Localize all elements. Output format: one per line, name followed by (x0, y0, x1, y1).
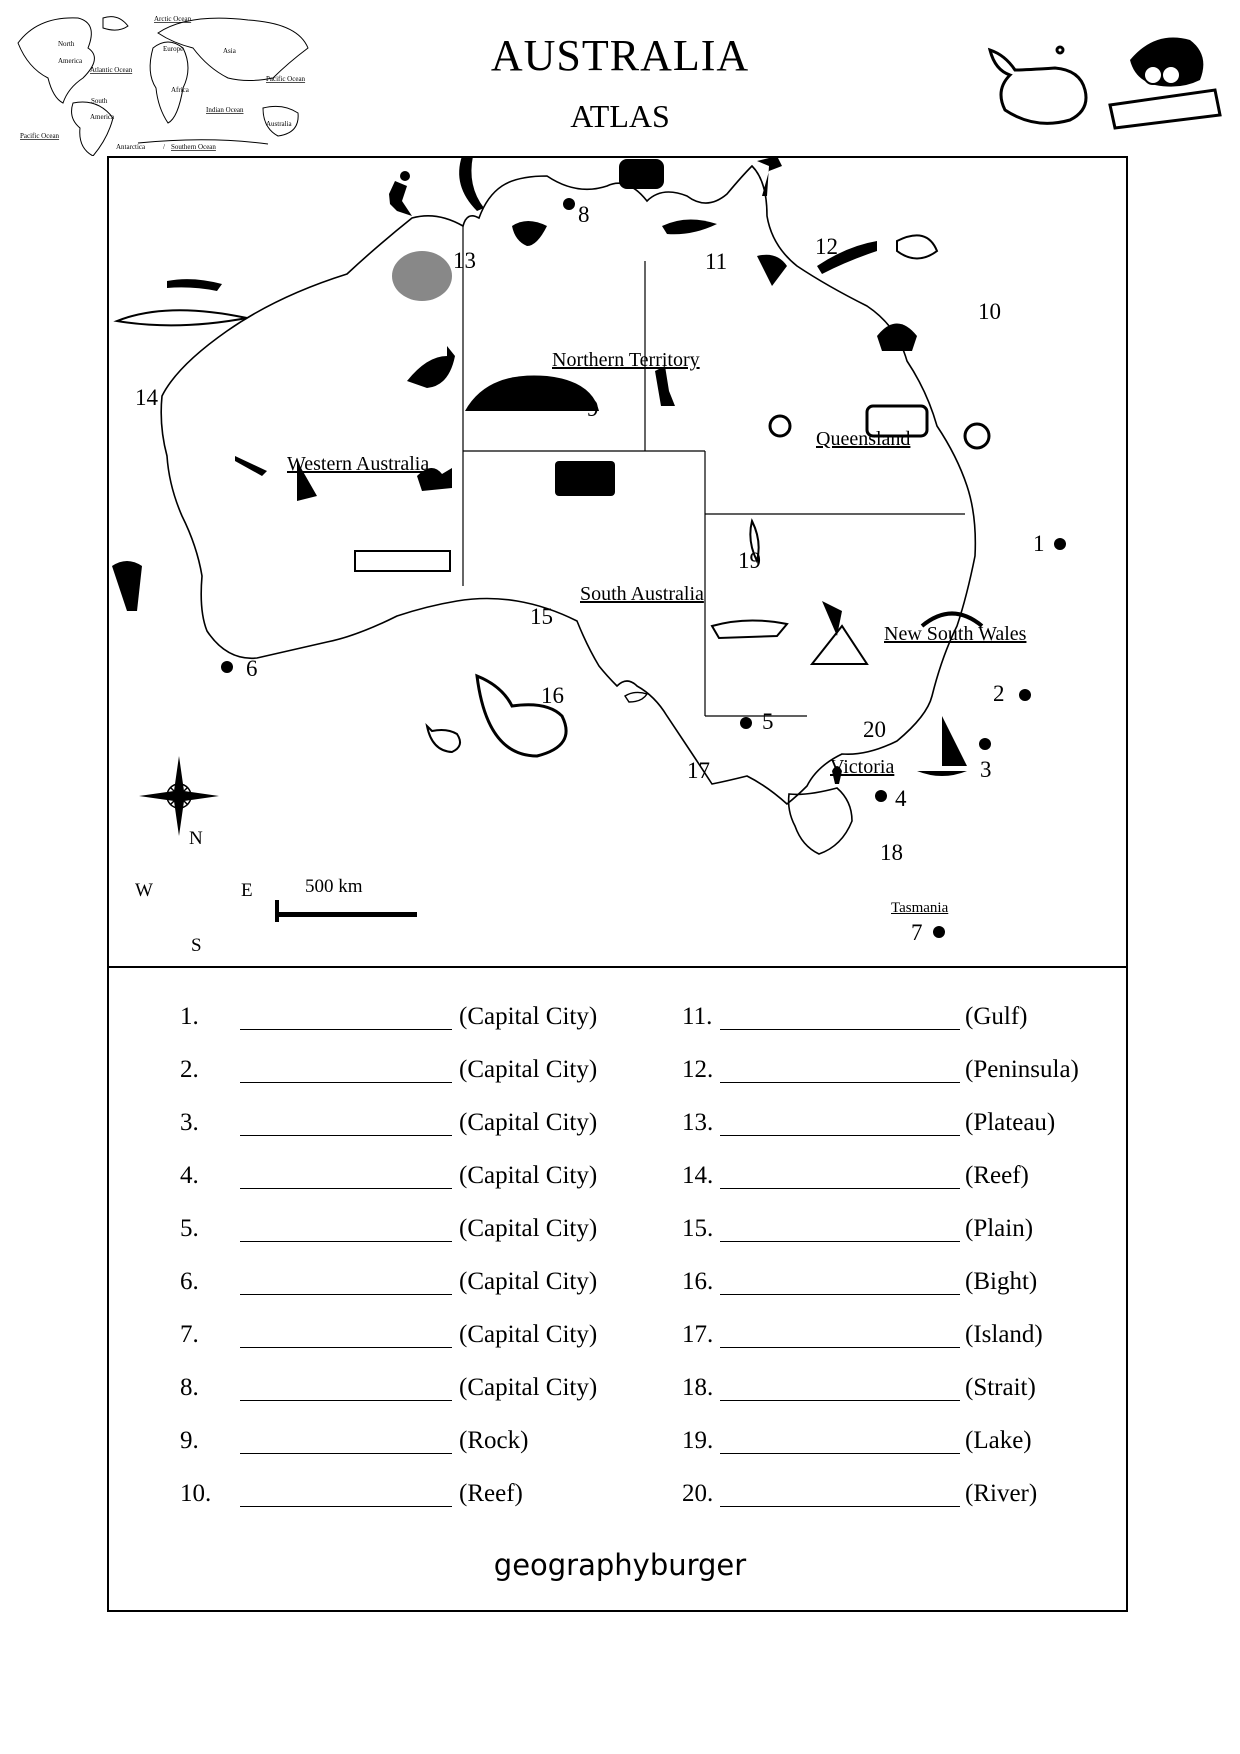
map-number-1: 1 (1033, 531, 1045, 556)
map-number-13: 13 (453, 248, 476, 273)
compass-west-label: W (135, 880, 153, 901)
header-decoration (985, 30, 1225, 130)
uluru-icon (465, 375, 599, 411)
page-title: AUSTRALIA (490, 31, 750, 80)
cassowary-icon (757, 255, 787, 286)
map-number-15: 15 (530, 604, 553, 629)
worksheet-row-hint: (Capital City) (459, 1268, 598, 1295)
map-number-8: 8 (578, 202, 590, 227)
state-label-northern-territory: Northern Territory (552, 349, 700, 371)
map-dot-6 (221, 661, 233, 673)
worksheet-row-hint: (Plain) (965, 1215, 1034, 1242)
map-number-2: 2 (993, 681, 1005, 706)
world-label-antarctica: Antarctica (116, 143, 146, 151)
worksheet-row-number: 13. (682, 1109, 714, 1136)
answer-blank-line[interactable] (720, 1082, 960, 1083)
state-label-south-australia: South Australia (580, 583, 704, 605)
answer-blank-line[interactable] (240, 1082, 452, 1083)
answer-blank-line[interactable] (720, 1294, 960, 1295)
world-label-slash: / (163, 143, 165, 151)
answer-blank-line[interactable] (240, 1241, 452, 1242)
worksheet-row-hint: (Capital City) (459, 1162, 598, 1189)
worksheet-row-number: 12. (682, 1056, 714, 1083)
answer-blank-line[interactable] (240, 1135, 452, 1136)
map-number-7: 7 (911, 920, 923, 945)
paddle-steamer-icon (712, 620, 787, 638)
map-number-12: 12 (815, 234, 838, 259)
worksheet-row-number: 14. (682, 1162, 714, 1189)
map-dot-2 (1019, 689, 1031, 701)
reading-person-icon (1110, 38, 1220, 129)
map-number-18: 18 (880, 840, 903, 865)
worksheet-row-number: 18. (682, 1374, 714, 1401)
map-dot-4 (875, 790, 887, 802)
worksheet-row-hint: (Gulf) (965, 1003, 1028, 1030)
worksheet-row-hint: (Capital City) (459, 1321, 598, 1348)
beach-ball-person-icon (965, 424, 989, 448)
worksheet-row-hint: (Capital City) (459, 1215, 598, 1242)
world-label-pacific-east: Pacific Ocean (266, 75, 306, 83)
map-dot-7 (933, 926, 945, 938)
worksheet-row-number: 5. (180, 1215, 199, 1242)
state-label-new-south-wales: New South Wales (884, 623, 1027, 645)
state-label-tasmania: Tasmania (891, 900, 949, 916)
world-label-africa: Africa (171, 86, 189, 94)
map-number-11: 11 (705, 249, 728, 274)
worksheet-row-hint: (Capital City) (459, 1109, 598, 1136)
worksheet-row-hint: (Bight) (965, 1268, 1038, 1295)
worksheet-row-hint: (Plateau) (965, 1109, 1056, 1136)
road-train-icon (355, 551, 450, 571)
worksheet-row-number: 10. (180, 1480, 212, 1507)
mountains-icon (812, 626, 867, 664)
map-dot-1 (1054, 538, 1066, 550)
answer-blank-line[interactable] (720, 1188, 960, 1189)
aboriginal-hunter-icon (389, 171, 412, 216)
map-number-20: 20 (863, 717, 886, 742)
state-label-queensland: Queensland (816, 428, 911, 450)
worksheet-row-hint: (Capital City) (459, 1056, 598, 1083)
answer-blank-line[interactable] (240, 1400, 452, 1401)
map-number-5: 5 (762, 709, 774, 734)
worksheet-row-number: 17. (682, 1321, 714, 1348)
world-label-asia: Asia (223, 47, 236, 55)
worksheet-row-number: 2. (180, 1056, 199, 1083)
brand-footer: geographyburger (493, 1548, 747, 1582)
kangaroo-island-outline (625, 692, 647, 702)
worksheet-row-number: 3. (180, 1109, 199, 1136)
answer-blank-line[interactable] (720, 1029, 960, 1030)
sun-icon (770, 416, 790, 436)
train-icon (555, 461, 615, 496)
answer-blank-line[interactable] (720, 1241, 960, 1242)
emu-icon (655, 366, 675, 406)
worksheet-row-number: 9. (180, 1427, 199, 1454)
world-label-north-america: North (58, 40, 75, 48)
aboriginal-person-icon (619, 159, 664, 189)
world-label-europe: Europe (163, 45, 184, 53)
worksheet-row-number: 16. (682, 1268, 714, 1295)
worksheet-row-number: 15. (682, 1215, 714, 1242)
whale-icon (990, 47, 1086, 123)
worksheet-row-number: 8. (180, 1374, 199, 1401)
worksheet-row-hint: (Island) (965, 1321, 1043, 1348)
world-label-arctic: Arctic Ocean (154, 15, 192, 23)
map-number-17: 17 (687, 758, 710, 783)
page-subtitle: ATLAS (570, 98, 670, 134)
worksheet-row-hint: (Capital City) (459, 1374, 598, 1401)
compass-north-label: N (189, 828, 203, 849)
map-number-19: 19 (738, 548, 761, 573)
answer-blank-line[interactable] (240, 1188, 452, 1189)
palm-tree-icon (757, 156, 782, 196)
scale-bar (277, 912, 417, 917)
answer-blank-line[interactable] (240, 1029, 452, 1030)
answer-blank-line[interactable] (720, 1347, 960, 1348)
map-number-3: 3 (980, 757, 992, 782)
small-whale-icon (427, 726, 460, 752)
sailboat-icon (917, 716, 967, 776)
world-label-southern: Southern Ocean (171, 143, 216, 151)
worksheet-row-number: 7. (180, 1321, 199, 1348)
state-label-western-australia: Western Australia (287, 453, 430, 475)
worksheet-row-number: 11. (682, 1003, 713, 1030)
map-dot-8 (563, 198, 575, 210)
crocodile-icon (662, 219, 717, 234)
buffalo-icon (512, 221, 547, 246)
worksheet-row-hint: (River) (965, 1480, 1038, 1507)
worksheet-row-hint: (Capital City) (459, 1003, 598, 1030)
map-number-9: 9 (587, 396, 599, 421)
worksheet-row-number: 20. (682, 1480, 714, 1507)
world-label-atlantic: Atlantic Ocean (90, 66, 133, 74)
diver-icon (167, 279, 222, 291)
state-label-victoria: Victoria (830, 756, 895, 778)
answer-blank-line[interactable] (720, 1506, 960, 1507)
map-number-14: 14 (135, 385, 158, 410)
palm-island-icon (877, 324, 917, 352)
world-label-australia: Australia (266, 120, 292, 128)
worksheet-row-hint: (Rock) (459, 1427, 529, 1454)
answer-blank-line[interactable] (240, 1506, 452, 1507)
world-label-south-america: South (91, 97, 108, 105)
answer-blank-line[interactable] (720, 1453, 960, 1454)
map-number-16: 16 (541, 683, 564, 708)
world-map-thumbnail (8, 8, 333, 156)
answer-blank-line[interactable] (240, 1347, 452, 1348)
scale-label: 500 km (305, 876, 363, 897)
worksheet-row-number: 1. (180, 1003, 199, 1030)
compass-east-label: E (241, 880, 253, 901)
worksheet-row-number: 6. (180, 1268, 199, 1295)
worksheet-row-hint: (Reef) (965, 1162, 1029, 1189)
boomerang-icon (459, 156, 484, 211)
compass-rose-icon (139, 756, 219, 836)
answer-blank-line[interactable] (720, 1135, 960, 1136)
scale-bar-tick (275, 900, 279, 922)
shark-icon (117, 310, 247, 325)
palm-trees-icon (112, 561, 142, 611)
kangaroo-icon (407, 346, 455, 388)
world-label-south-america-2: America (90, 113, 115, 121)
worksheet-row-number: 19. (682, 1427, 714, 1454)
map-number-4: 4 (895, 786, 907, 811)
map-number-10: 10 (978, 299, 1001, 324)
world-label-indian: Indian Ocean (206, 106, 244, 114)
worksheet-row-number: 4. (180, 1162, 199, 1189)
answer-blank-line[interactable] (240, 1453, 452, 1454)
answer-blank-line[interactable] (720, 1400, 960, 1401)
tropical-fish-icon (897, 235, 937, 258)
worksheet-row-hint: (Strait) (965, 1374, 1036, 1401)
map-dot-3 (979, 738, 991, 750)
map-dot-5 (740, 717, 752, 729)
worksheet-row-hint: (Lake) (965, 1427, 1032, 1454)
boab-tree-icon (392, 251, 452, 301)
world-label-north-america-2: America (58, 57, 83, 65)
tasmania-outline (789, 788, 852, 854)
compass-south-label: S (191, 935, 202, 956)
world-label-pacific-west: Pacific Ocean (20, 132, 60, 140)
australia-map (107, 156, 1128, 968)
answer-blank-line[interactable] (240, 1294, 452, 1295)
worksheet-row-hint: (Peninsula) (965, 1056, 1079, 1083)
map-number-6: 6 (246, 656, 258, 681)
worksheet-row-hint: (Reef) (459, 1480, 523, 1507)
